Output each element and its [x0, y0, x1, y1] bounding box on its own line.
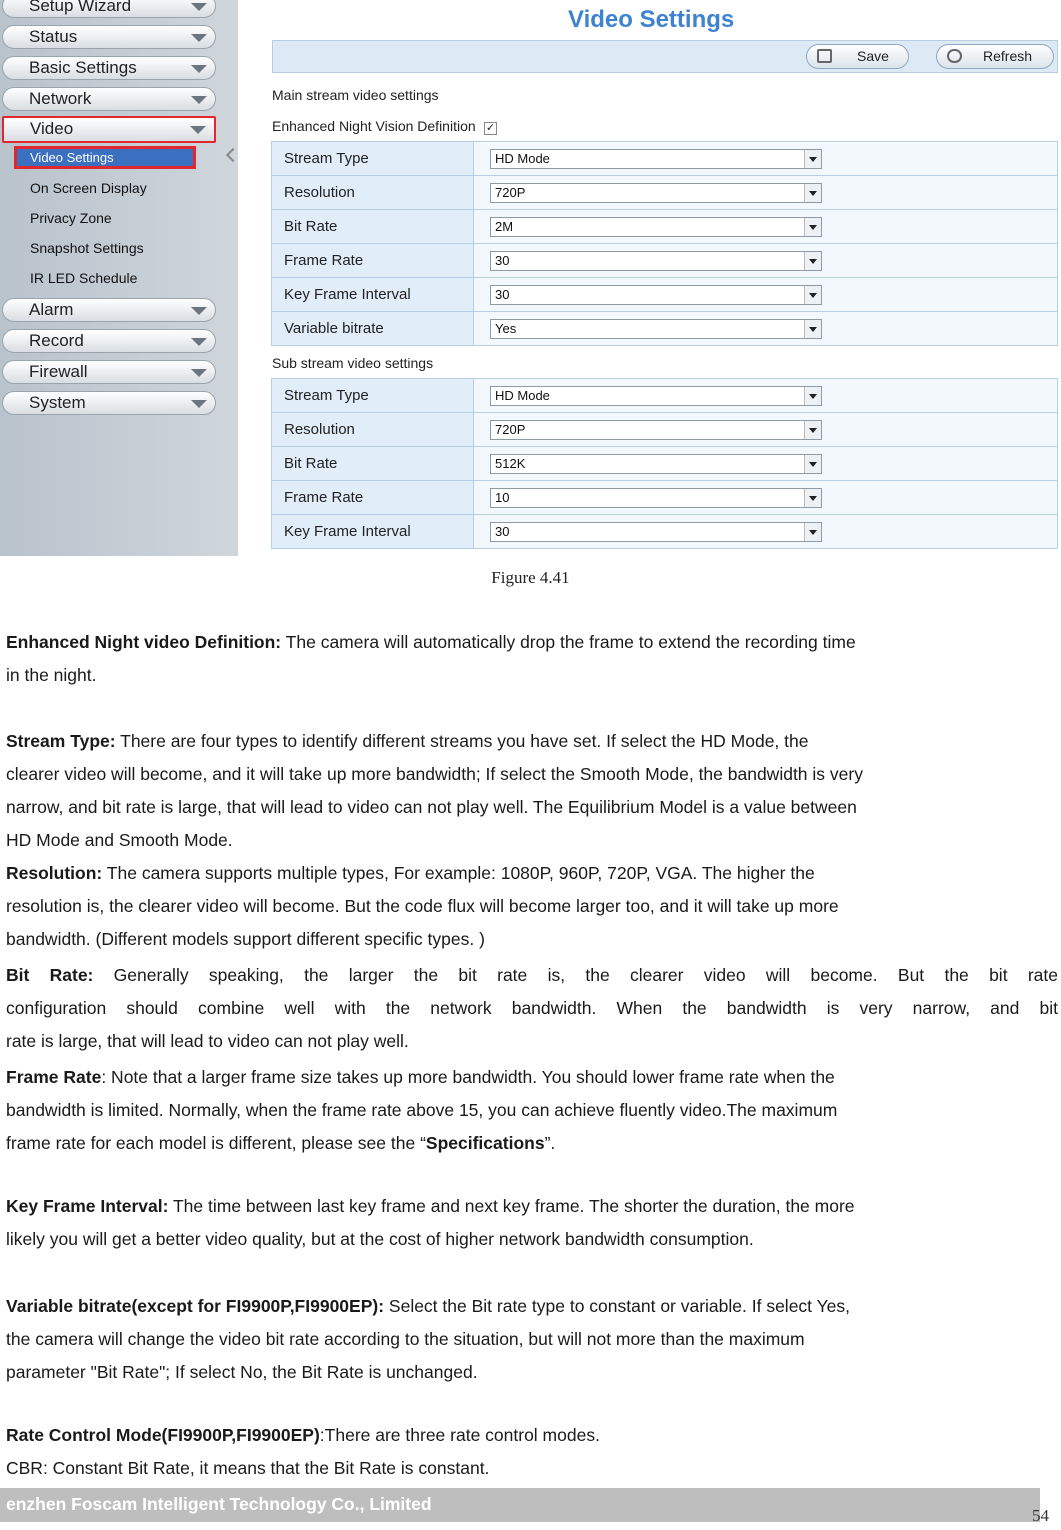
- row-label: Key Frame Interval: [272, 278, 474, 312]
- text-line: [6, 1127, 1058, 1160]
- text-line: [6, 857, 1058, 890]
- table-row: [272, 142, 1058, 176]
- text: Select the Bit rate type to constant or variable. If select Yes,: [384, 1296, 851, 1316]
- select-value: 512K: [495, 456, 526, 471]
- chevron-down-icon: [191, 96, 207, 104]
- page-title: Video Settings: [568, 6, 735, 33]
- text-line: bandwidth. (Different models support different specific types. ): [6, 929, 485, 949]
- menu-label: Alarm: [29, 300, 74, 319]
- text-line: rate is large, that will lead to video can not play well.: [6, 1031, 409, 1051]
- sub-stream-table: [271, 378, 1058, 549]
- row-label: Bit Rate: [272, 447, 474, 481]
- select-value: HD Mode: [495, 388, 550, 403]
- dropdown-arrow-icon[interactable]: [804, 252, 821, 270]
- sub-stream-type-select[interactable]: [490, 386, 822, 406]
- night-vision-checkbox[interactable]: ✓: [485, 122, 496, 134]
- main-stream-heading: Main stream video settings: [272, 87, 439, 103]
- save-button[interactable]: [806, 44, 909, 69]
- sub-resolution-select[interactable]: [490, 420, 822, 440]
- text-line: in the night.: [6, 665, 97, 685]
- menu-label: Video: [30, 119, 74, 138]
- text-line: [6, 725, 1058, 758]
- table-row: [272, 447, 1058, 481]
- paragraph-frame-rate: [6, 1061, 1058, 1160]
- key-frame-interval-select[interactable]: [490, 285, 822, 305]
- table-row: [272, 210, 1058, 244]
- text: frame rate for each model is different, please see the “: [6, 1133, 426, 1153]
- text-line: CBR: Constant Bit Rate, it means that the Bit Rate is constant.: [6, 1458, 490, 1478]
- table-row: [272, 413, 1058, 447]
- term: Variable bitrate(except for FI9900P,FI9900EP):: [6, 1296, 385, 1316]
- figure-caption: Figure 4.41: [491, 568, 570, 587]
- dropdown-arrow-icon[interactable]: [804, 489, 821, 507]
- table-row: [272, 515, 1058, 549]
- main-stream-table: [271, 141, 1058, 346]
- text: The camera supports multiple types, For example: 1080P, 960P, 720P, VGA. The higher the: [102, 863, 815, 883]
- dropdown-arrow-icon[interactable]: [804, 320, 821, 338]
- menu-label: Status: [29, 27, 78, 46]
- dropdown-arrow-icon[interactable]: [804, 387, 821, 405]
- settings-panel: [238, 0, 1061, 556]
- select-value: 30: [495, 524, 510, 539]
- submenu-ir-led-schedule[interactable]: IR LED Schedule: [30, 270, 138, 286]
- term: Rate Control Mode(FI9900P,FI9900EP): [6, 1425, 320, 1445]
- dropdown-arrow-icon[interactable]: [804, 286, 821, 304]
- dropdown-arrow-icon[interactable]: [804, 455, 821, 473]
- paragraph-rate-control: [6, 1419, 1058, 1485]
- menu-alarm[interactable]: [2, 298, 216, 322]
- text: ”.: [544, 1133, 556, 1153]
- toolbar: [272, 40, 1058, 73]
- menu-label: System: [29, 393, 86, 412]
- text-line: clearer video will become, and it will take up more bandwidth; If select the Smooth Mode, the bandwidth is very: [6, 764, 863, 784]
- text-line: [6, 1419, 1058, 1452]
- row-label: Bit Rate: [272, 210, 474, 244]
- select-value: HD Mode: [495, 151, 550, 166]
- chevron-down-icon: [190, 126, 206, 134]
- term: Frame Rate: [6, 1067, 102, 1087]
- paragraph-variable-bitrate: [6, 1290, 1058, 1389]
- select-value: Yes: [495, 321, 517, 336]
- text: The time between last key frame and next key frame. The shorter the duration, the more: [168, 1196, 855, 1216]
- paragraph-stream-type: [6, 725, 1058, 857]
- chevron-down-icon: [191, 34, 207, 42]
- text: The camera will automatically drop the frame to extend the recording time: [281, 632, 856, 652]
- chevron-down-icon: [191, 400, 207, 408]
- table-row: [272, 481, 1058, 515]
- dropdown-arrow-icon[interactable]: [804, 184, 821, 202]
- select-value: 2M: [495, 219, 514, 234]
- table-row: [272, 379, 1058, 413]
- specifications-link[interactable]: Specifications: [425, 1133, 545, 1153]
- menu-label: Firewall: [29, 362, 88, 381]
- menu-system[interactable]: [2, 391, 216, 415]
- frame-rate-select[interactable]: [490, 251, 822, 271]
- footer-company: enzhen Foscam Intelligent Technology Co., Limited: [6, 1494, 432, 1514]
- refresh-label: Refresh: [983, 48, 1033, 64]
- variable-bitrate-select[interactable]: [490, 319, 822, 339]
- chevron-down-icon: [191, 369, 207, 377]
- select-value: 720P: [495, 422, 526, 437]
- refresh-icon: [947, 49, 962, 63]
- submenu-privacy-zone[interactable]: Privacy Zone: [30, 210, 112, 226]
- submenu-video-settings[interactable]: Video Settings: [14, 146, 196, 169]
- dropdown-arrow-icon[interactable]: [804, 523, 821, 541]
- select-value: 720P: [495, 185, 526, 200]
- row-label: Stream Type: [272, 142, 474, 176]
- menu-label: Record: [29, 331, 84, 350]
- text-line: likely you will get a better video quality, but at the cost of higher network bandwidth consumption.: [6, 1229, 754, 1249]
- text-line: [6, 1061, 1058, 1094]
- row-label: Frame Rate: [272, 481, 474, 515]
- row-label: Resolution: [272, 176, 474, 210]
- text: Generally speaking, the larger the bit rate is, the clearer video will become. But the bit rate: [93, 965, 1059, 985]
- stream-type-select[interactable]: [490, 149, 822, 169]
- table-row: [272, 176, 1058, 210]
- text: There are four types to identify different streams you have set. If select the HD Mode, the: [115, 731, 809, 751]
- table-row: [272, 244, 1058, 278]
- paragraph-night-definition: [6, 626, 1058, 692]
- dropdown-arrow-icon[interactable]: [804, 150, 821, 168]
- submenu-snapshot-settings[interactable]: Snapshot Settings: [30, 240, 144, 256]
- text-line: parameter "Bit Rate"; If select No, the Bit Rate is unchanged.: [6, 1362, 478, 1382]
- resolution-select[interactable]: [490, 183, 822, 203]
- sub-frame-rate-select[interactable]: [490, 488, 822, 508]
- refresh-button[interactable]: [936, 44, 1054, 69]
- dropdown-arrow-icon[interactable]: [804, 218, 821, 236]
- chevron-down-icon: [191, 3, 207, 11]
- term: Enhanced Night video Definition:: [6, 632, 282, 652]
- text-line: resolution is, the clearer video will become. But the code flux will become larger too, and it will take up more: [6, 896, 839, 916]
- table-row: [272, 278, 1058, 312]
- bit-rate-select[interactable]: [490, 217, 822, 237]
- chevron-down-icon: [191, 307, 207, 315]
- menu-label: Network: [29, 89, 92, 108]
- text-line: bandwidth is limited. Normally, when the frame rate above 15, you can achieve fluently video.The maximum: [6, 1100, 838, 1120]
- menu-basic-settings[interactable]: [2, 56, 216, 80]
- menu-video[interactable]: [2, 116, 216, 143]
- save-icon: [817, 49, 832, 63]
- text: :There are three rate control modes.: [319, 1425, 600, 1445]
- footer-bar: [0, 1488, 1040, 1522]
- text-line: [6, 626, 1058, 659]
- night-vision-label: Enhanced Night Vision Definition: [272, 118, 476, 134]
- text-line: configuration should combine well with the network bandwidth. When the bandwidth is very narrow, and bit: [6, 998, 1058, 1018]
- menu-setup-wizard[interactable]: [2, 0, 216, 18]
- submenu-on-screen-display[interactable]: On Screen Display: [30, 180, 147, 196]
- select-value: 10: [495, 490, 510, 505]
- dropdown-arrow-icon[interactable]: [804, 421, 821, 439]
- paragraph-key-frame: [6, 1190, 1058, 1256]
- menu-status[interactable]: [2, 25, 216, 49]
- text-line: [6, 1290, 1058, 1323]
- chevron-down-icon: [191, 338, 207, 346]
- page-number: 54: [1032, 1506, 1049, 1525]
- sub-key-frame-interval-select[interactable]: [490, 522, 822, 542]
- row-label: Stream Type: [272, 379, 474, 413]
- select-value: 30: [495, 287, 510, 302]
- menu-label: Setup Wizard: [29, 0, 132, 15]
- row-label: Variable bitrate: [272, 312, 474, 346]
- text-line: [6, 959, 1058, 992]
- menu-firewall[interactable]: [2, 360, 216, 384]
- chevron-down-icon: [191, 65, 207, 73]
- sub-stream-heading: Sub stream video settings: [272, 355, 434, 371]
- menu-record[interactable]: [2, 329, 216, 353]
- row-label: Resolution: [272, 413, 474, 447]
- row-label: Key Frame Interval: [272, 515, 474, 549]
- text-line: HD Mode and Smooth Mode.: [6, 830, 233, 850]
- term: Key Frame Interval:: [6, 1196, 169, 1216]
- table-row: [272, 312, 1058, 346]
- term: Stream Type:: [6, 731, 116, 751]
- paragraph-bit-rate: [6, 959, 1058, 1058]
- term: Bit Rate:: [6, 965, 94, 985]
- menu-label: Basic Settings: [29, 58, 137, 77]
- text-line: [6, 1190, 1058, 1223]
- paragraph-resolution: [6, 857, 1058, 956]
- text-line: the camera will change the video bit rate according to the situation, but will not more than the maximum: [6, 1329, 805, 1349]
- term: Resolution:: [6, 863, 103, 883]
- text: : Note that a larger frame size takes up more bandwidth. You should lower frame rate when the: [101, 1067, 835, 1087]
- screenshot-figure: [0, 0, 1061, 556]
- row-label: Frame Rate: [272, 244, 474, 278]
- sub-bit-rate-select[interactable]: [490, 454, 822, 474]
- save-label: Save: [857, 48, 889, 64]
- text-line: narrow, and bit rate is large, that will lead to video can not play well. The Equilibrium Model is a value between: [6, 797, 857, 817]
- sidebar: [0, 0, 238, 556]
- select-value: 30: [495, 253, 510, 268]
- menu-network[interactable]: [2, 87, 216, 111]
